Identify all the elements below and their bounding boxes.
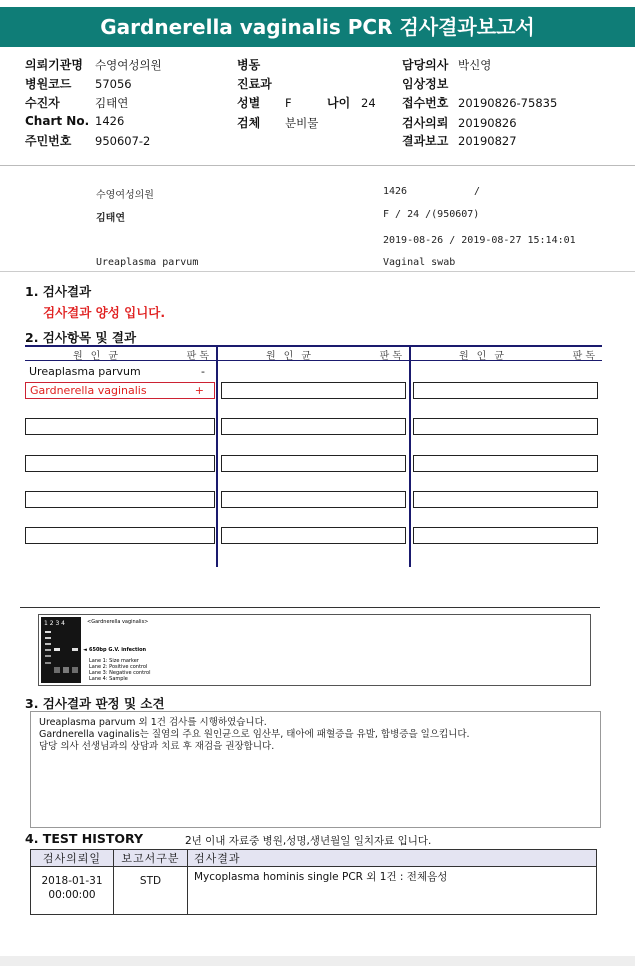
empty-result-cell [413, 527, 598, 544]
specimen-value: 분비물 [285, 116, 319, 130]
empty-result-cell [25, 491, 215, 508]
gel-legend-4: Lane 4: Sample [89, 676, 128, 682]
report-row [402, 132, 517, 149]
section1-title: 1. 검사결과 [25, 284, 92, 299]
institution-value: 수영여성의원 [95, 58, 162, 72]
col-pathogen-label: 원인균 [73, 351, 126, 362]
resident-row [25, 132, 150, 149]
gel-lane-numbers: 1 2 3 4 [44, 620, 65, 627]
section4-title: 4. TEST HISTORY [25, 831, 144, 846]
opinion-line-2: Gardnerella vaginalis는 질염의 주요 원인균으로 임산부, 태아에 패혈증을 유발, 합병증을 일으킵니다. [39, 729, 470, 740]
empty-result-cell [413, 418, 598, 435]
empty-result-cell [221, 418, 406, 435]
ward-label: 병동 [237, 58, 261, 72]
department-row [237, 75, 272, 92]
patient-label: 수진자 [25, 96, 60, 110]
gel-legend-2: Lane 2: Positive control [89, 664, 148, 670]
col-judgement-label: 판독 [572, 351, 598, 362]
opinion-line-1: Ureaplasma parvum 외 1건 검사를 시행하였습니다. [39, 717, 267, 728]
pathogen-name: Ureaplasma parvum [29, 365, 141, 378]
department-label: 진료과 [237, 77, 272, 91]
hospital-code-label: 병원코드 [25, 77, 72, 91]
result-row-ureaplasma [25, 364, 215, 381]
ward-row [237, 56, 260, 73]
gel-electrophoresis-box [38, 614, 591, 686]
report-value: 20190827 [458, 134, 517, 148]
clinical-row [402, 75, 448, 92]
history-col-result: 검사결과 [188, 850, 597, 867]
sex-value: F [285, 96, 292, 110]
results-grid-header [25, 345, 602, 361]
empty-result-cell [221, 455, 406, 472]
empty-result-cell [413, 382, 598, 399]
section2-title: 2. 검사항목 및 결과 [25, 330, 137, 345]
pathogen-name: Gardnerella vaginalis [30, 384, 147, 397]
gel-image [41, 617, 81, 683]
history-table [30, 849, 597, 915]
resident-value: 950607-2 [95, 134, 151, 148]
summary-specimen: Vaginal swab [383, 257, 456, 268]
empty-result-cell [221, 491, 406, 508]
grid-divider-2 [409, 345, 411, 567]
summary-divider [0, 271, 635, 272]
hospital-code-value: 57056 [95, 77, 132, 91]
history-date: 2018-01-31 [41, 875, 103, 887]
opinion-line-3: 담당 의사 선생님과의 상담과 치료 후 재검을 권장합니다. [39, 741, 275, 752]
col-judgement-label: 판독 [186, 351, 212, 362]
request-label: 검사의뢰 [402, 116, 449, 130]
judgement-mark: - [201, 365, 205, 378]
history-date-cell [31, 867, 114, 915]
sex-row [237, 94, 376, 111]
col-pathogen-label: 원인균 [266, 351, 319, 362]
history-note: 2년 이내 자료중 병원,성명,생년월일 일치자료 입니다. [185, 835, 432, 847]
gel-legend-3: Lane 3: Negative control [89, 670, 151, 676]
history-col-type: 보고서구분 [114, 850, 188, 867]
receipt-value: 20190826-75835 [458, 96, 558, 110]
gel-bands-graphic [41, 617, 81, 683]
summary-chart-slash: / [474, 186, 481, 197]
summary-name: 김태연 [96, 213, 125, 224]
patient-row [25, 94, 128, 111]
institution-row [25, 56, 162, 73]
gel-band-label: 650bp G.V. infection [89, 647, 147, 653]
receipt-row [402, 94, 557, 111]
chart-value: 1426 [95, 114, 125, 128]
empty-result-cell [221, 527, 406, 544]
chart-label: Chart No. [25, 114, 90, 128]
request-row [402, 114, 517, 131]
chart-row [25, 114, 124, 128]
empty-result-cell [413, 455, 598, 472]
report-title: Gardnerella vaginalis PCR 검사결과보고서 [0, 7, 635, 47]
gel-title: <Gardnerella vaginalis> [87, 619, 149, 625]
col-judgement-label: 판독 [379, 351, 405, 362]
empty-result-cell [25, 527, 215, 544]
doctor-value: 박신영 [458, 58, 492, 72]
age-value: 24 [361, 96, 376, 110]
empty-result-cell [25, 418, 215, 435]
request-value: 20190826 [458, 116, 517, 130]
result-row-gardnerella [25, 382, 215, 399]
empty-result-cell [221, 382, 406, 399]
opinion-box [30, 711, 601, 828]
history-type: STD [114, 867, 188, 915]
doctor-row [402, 56, 491, 73]
history-header-row [31, 850, 597, 867]
summary-sex-age: F / 24 /(950607) [383, 209, 480, 220]
doctor-label: 담당의사 [402, 58, 449, 72]
gel-arrow-icon: ◄ [83, 647, 87, 653]
specimen-row [237, 114, 318, 131]
summary-clinic: 수영여성의원 [96, 190, 154, 201]
patient-value: 김태연 [95, 96, 129, 110]
receipt-label: 접수번호 [402, 96, 449, 110]
grid-header-col1 [25, 347, 216, 361]
summary-organism: Ureaplasma parvum [96, 257, 199, 268]
summary-dates: 2019-08-26 / 2019-08-27 15:14:01 [383, 235, 576, 246]
report-label: 결과보고 [402, 134, 449, 148]
summary-chart: 1426 [383, 186, 408, 197]
history-time: 00:00:00 [48, 889, 96, 901]
footer-bar [0, 956, 635, 966]
clinical-label: 임상정보 [402, 77, 449, 91]
history-row [31, 867, 597, 915]
judgement-mark: + [194, 384, 204, 397]
grid-header-col3 [411, 347, 602, 361]
gel-legend-1: Lane 1: Size marker [89, 658, 139, 664]
grid-divider-1 [216, 345, 218, 567]
history-col-date: 검사의뢰일 [31, 850, 114, 867]
empty-result-cell [413, 491, 598, 508]
specimen-label: 검체 [237, 116, 261, 130]
hospital-code-row [25, 75, 132, 92]
resident-label: 주민번호 [25, 134, 72, 148]
grid-bottom-divider [20, 607, 600, 608]
header-divider [0, 165, 635, 166]
section3-title: 3. 검사결과 판정 및 소견 [25, 696, 165, 711]
col-pathogen-label: 원인균 [459, 351, 512, 362]
age-label: 나이 [327, 96, 351, 110]
grid-header-col2 [218, 347, 409, 361]
history-result: Mycoplasma hominis single PCR 외 1건 : 전체음성 [188, 867, 597, 915]
institution-label: 의뢰기관명 [25, 58, 83, 72]
sex-label: 성별 [237, 96, 261, 110]
result-positive: 검사결과 양성 입니다. [43, 305, 166, 320]
empty-result-cell [25, 455, 215, 472]
